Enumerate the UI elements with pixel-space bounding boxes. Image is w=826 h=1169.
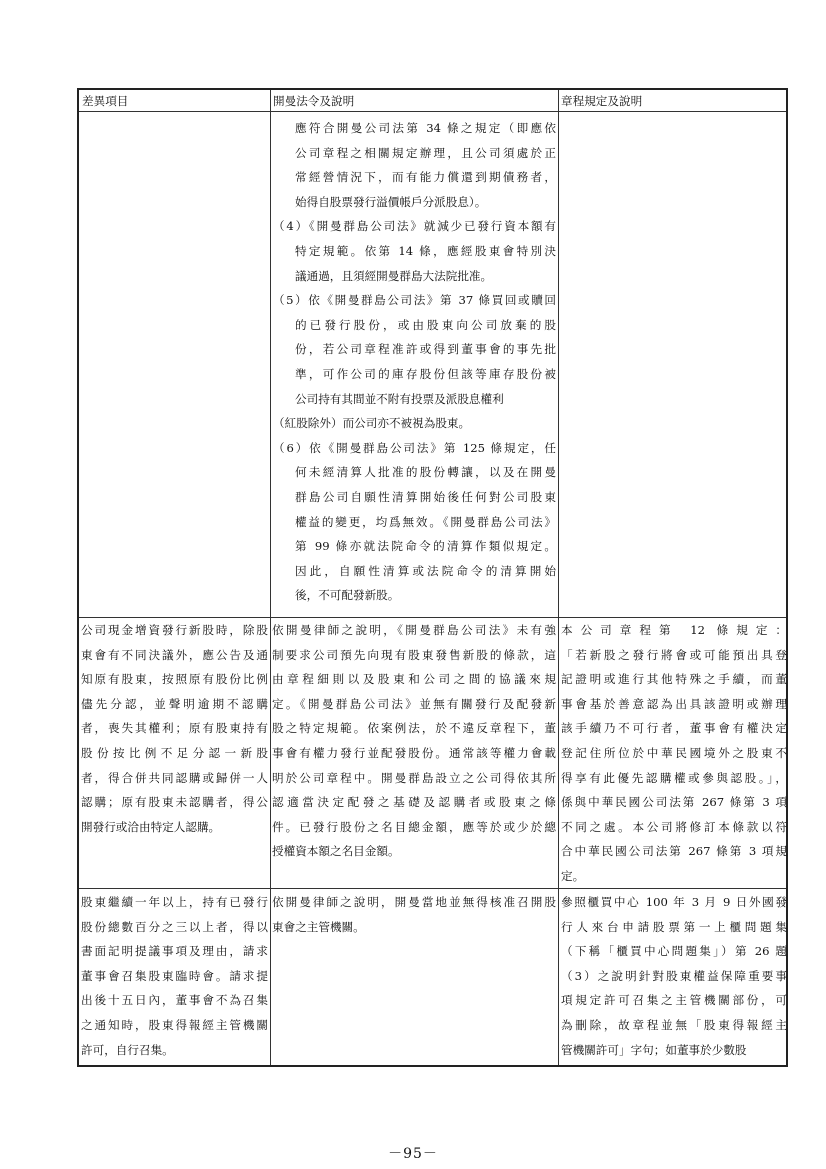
text-line: 合中華民國公司法第 267 條第 3 項規 (561, 844, 787, 859)
text-line: 得享有此優先認購權或參與認股。」， (561, 770, 787, 785)
text-line: 儘先分認，並聲明逾期不認購 (81, 696, 268, 711)
text-line: 項規定許可召集之主管機關部份，可 (561, 993, 787, 1008)
row3-articles-text (561, 890, 787, 1062)
row1-cayman-law-text (273, 116, 556, 608)
text-line: 因此，自願性清算或法院命令的清算開始 (295, 563, 556, 578)
text-line: 定。《開曼群島公司法》並無有關發行及配發新 (272, 696, 556, 711)
text-line: 依開曼律師之說明，《開曼群島公司法》未有強 (272, 623, 556, 637)
text-line: 件。已發行股份之名目總金額，應等於或少於總 (272, 819, 556, 834)
text-line: 東會之主管機關。 (272, 919, 365, 934)
text-line: 股份總數百分之三以上者，得以 (81, 919, 268, 934)
header-col-difference: 差異項目 (82, 94, 129, 108)
text-line: 定。 (561, 868, 585, 883)
text-line: （紅股除外）而公司亦不被視為股東。 (273, 416, 471, 431)
text-line: 知原有股東，按照原有股份比例 (81, 672, 268, 687)
text-line: 公司持有其間並不附有投票及派股息權利 (295, 391, 504, 406)
text-line: 東會有不同決議外，應公告及通 (81, 647, 268, 662)
text-line: 認購；原有股東未認購者，得公 (81, 795, 268, 810)
text-line: 權益的變更，均爲無效。《開曼群島公司法》 (295, 514, 556, 529)
text-line: 份，若公司章程准許或得到董事會的事先批 (295, 342, 556, 357)
column-divider (558, 90, 559, 1065)
text-line: 股之特定規範。依案例法，於不違反章程下，董 (272, 721, 556, 736)
text-line: 何未經清算人批准的股份轉讓，以及在開曼 (295, 465, 556, 480)
text-line: 參照櫃買中心 100 年 3 月 9 日外國發 (561, 895, 787, 909)
text-line: 事會基於善意認為出具該證明或辦理 (561, 696, 787, 711)
text-line: 依開曼律師之說明，開曼當地並無得核准召開股 (272, 895, 556, 909)
column-divider (270, 90, 271, 1065)
text-line: 公司現金增資發行新股時，除股 (81, 623, 268, 637)
text-line: 不同之處。本公司將修訂本條款以符 (561, 819, 787, 834)
text-line: 記證明或進行其他特殊之手續，而董 (561, 672, 787, 687)
row2-difference-text (81, 618, 268, 839)
text-line: 由章程細則以及股東和公司之間的協議來規 (272, 672, 556, 687)
text-line: （4）《開曼群島公司法》就減少已發行資本額有 (273, 219, 556, 234)
text-line: 第 99 條亦就法院命令的清算作類似規定。 (295, 539, 556, 554)
text-line: 授權資本額之名目金額。 (272, 844, 400, 859)
text-line: 者，得合併共同認購或歸併一人 (81, 770, 268, 785)
text-line: 股東繼續一年以上，持有已發行 (81, 895, 268, 909)
text-line: 常經營情況下，而有能力償還到期債務者， (295, 170, 556, 185)
header-col-articles: 章程規定及說明 (561, 94, 643, 108)
text-line: 書面記明提議事項及理由，請求 (81, 944, 268, 959)
text-line: 出後十五日內，董事會不為召集 (81, 993, 268, 1008)
text-line: 群島公司自願性清算開始後任何對公司股東 (295, 489, 556, 504)
header-divider (79, 111, 786, 112)
row3-difference-text (81, 890, 268, 1062)
text-line: 特定規範。依第 14 條，應經股東會特別決 (295, 243, 556, 258)
text-line: 董事會召集股東臨時會。請求提 (81, 968, 268, 983)
text-line: 的已發行股份，或由股東向公司放棄的股 (295, 317, 556, 332)
text-line: 係與中華民國公司法第 267 條第 3 項 (561, 795, 787, 810)
text-line: （6）依《開曼群島公司法》第 125 條規定，任 (273, 440, 556, 455)
text-line: （下稱「櫃買中心問題集」）第 26 題 (561, 944, 787, 959)
page-number: －95－ (388, 1146, 438, 1162)
row3-cayman-law-text (272, 890, 556, 939)
text-line: 準，可作公司的庫存股份但該等庫存股份被 (295, 366, 556, 381)
row2-articles-text (561, 618, 787, 889)
text-line: 管機關許可」字句；如董事於少數股 (561, 1042, 747, 1057)
text-line: 開發行或洽由特定人認購。 (81, 819, 221, 834)
text-line: 者，喪失其權利；原有股東持有 (81, 721, 268, 736)
text-line: （5）依《開曼群島公司法》第 37 條買回或贖回 (273, 293, 556, 308)
text-line: （3）之說明針對股東權益保障重要事 (561, 968, 787, 983)
comparison-table (77, 88, 788, 1067)
text-line: 行人來台申請股票第一上櫃問題集 (561, 919, 787, 934)
text-line: 「若新股之發行將會或可能預出具登 (561, 647, 787, 662)
text-line: 應符合開曼公司法第 34 條之規定（即應依 (295, 121, 556, 135)
text-line: 為刪除，故章程並無「股東得報經主 (561, 1017, 787, 1032)
text-line: 該手續乃不可行者，董事會有權決定 (561, 721, 787, 736)
text-line: 制要求公司預先向現有股東發售新股的條款，這 (272, 647, 556, 662)
text-line: 之通知時，股東得報經主管機關 (81, 1017, 268, 1032)
text-line: 公司章程之相關規定辦理，且公司須處於正 (295, 145, 556, 160)
text-line: 許可，自行召集。 (81, 1042, 174, 1057)
text-line: 本公司章程第 12 條規定： (561, 623, 787, 637)
text-line: 後，不可配發新股。 (295, 588, 400, 603)
text-line: 認適當決定配發之基礎及認購者或股東之條 (272, 795, 556, 810)
text-line: 登記住所位於中華民國境外之股東不 (561, 745, 787, 760)
row2-cayman-law-text (272, 618, 556, 864)
text-line: 始得自股票發行溢價帳戶分派股息）。 (295, 194, 487, 209)
text-line: 股份按比例不足分認一新股 (81, 745, 268, 760)
text-line: 議通過，且須經開曼群島大法院批准。 (295, 268, 493, 283)
text-line: 明於公司章程中。開曼群島設立之公司得依其所 (272, 770, 556, 785)
text-line: 事會有權力發行並配發股份。通常該等權力會載 (272, 745, 556, 760)
header-col-cayman-law: 開曼法令及說明 (273, 94, 355, 108)
